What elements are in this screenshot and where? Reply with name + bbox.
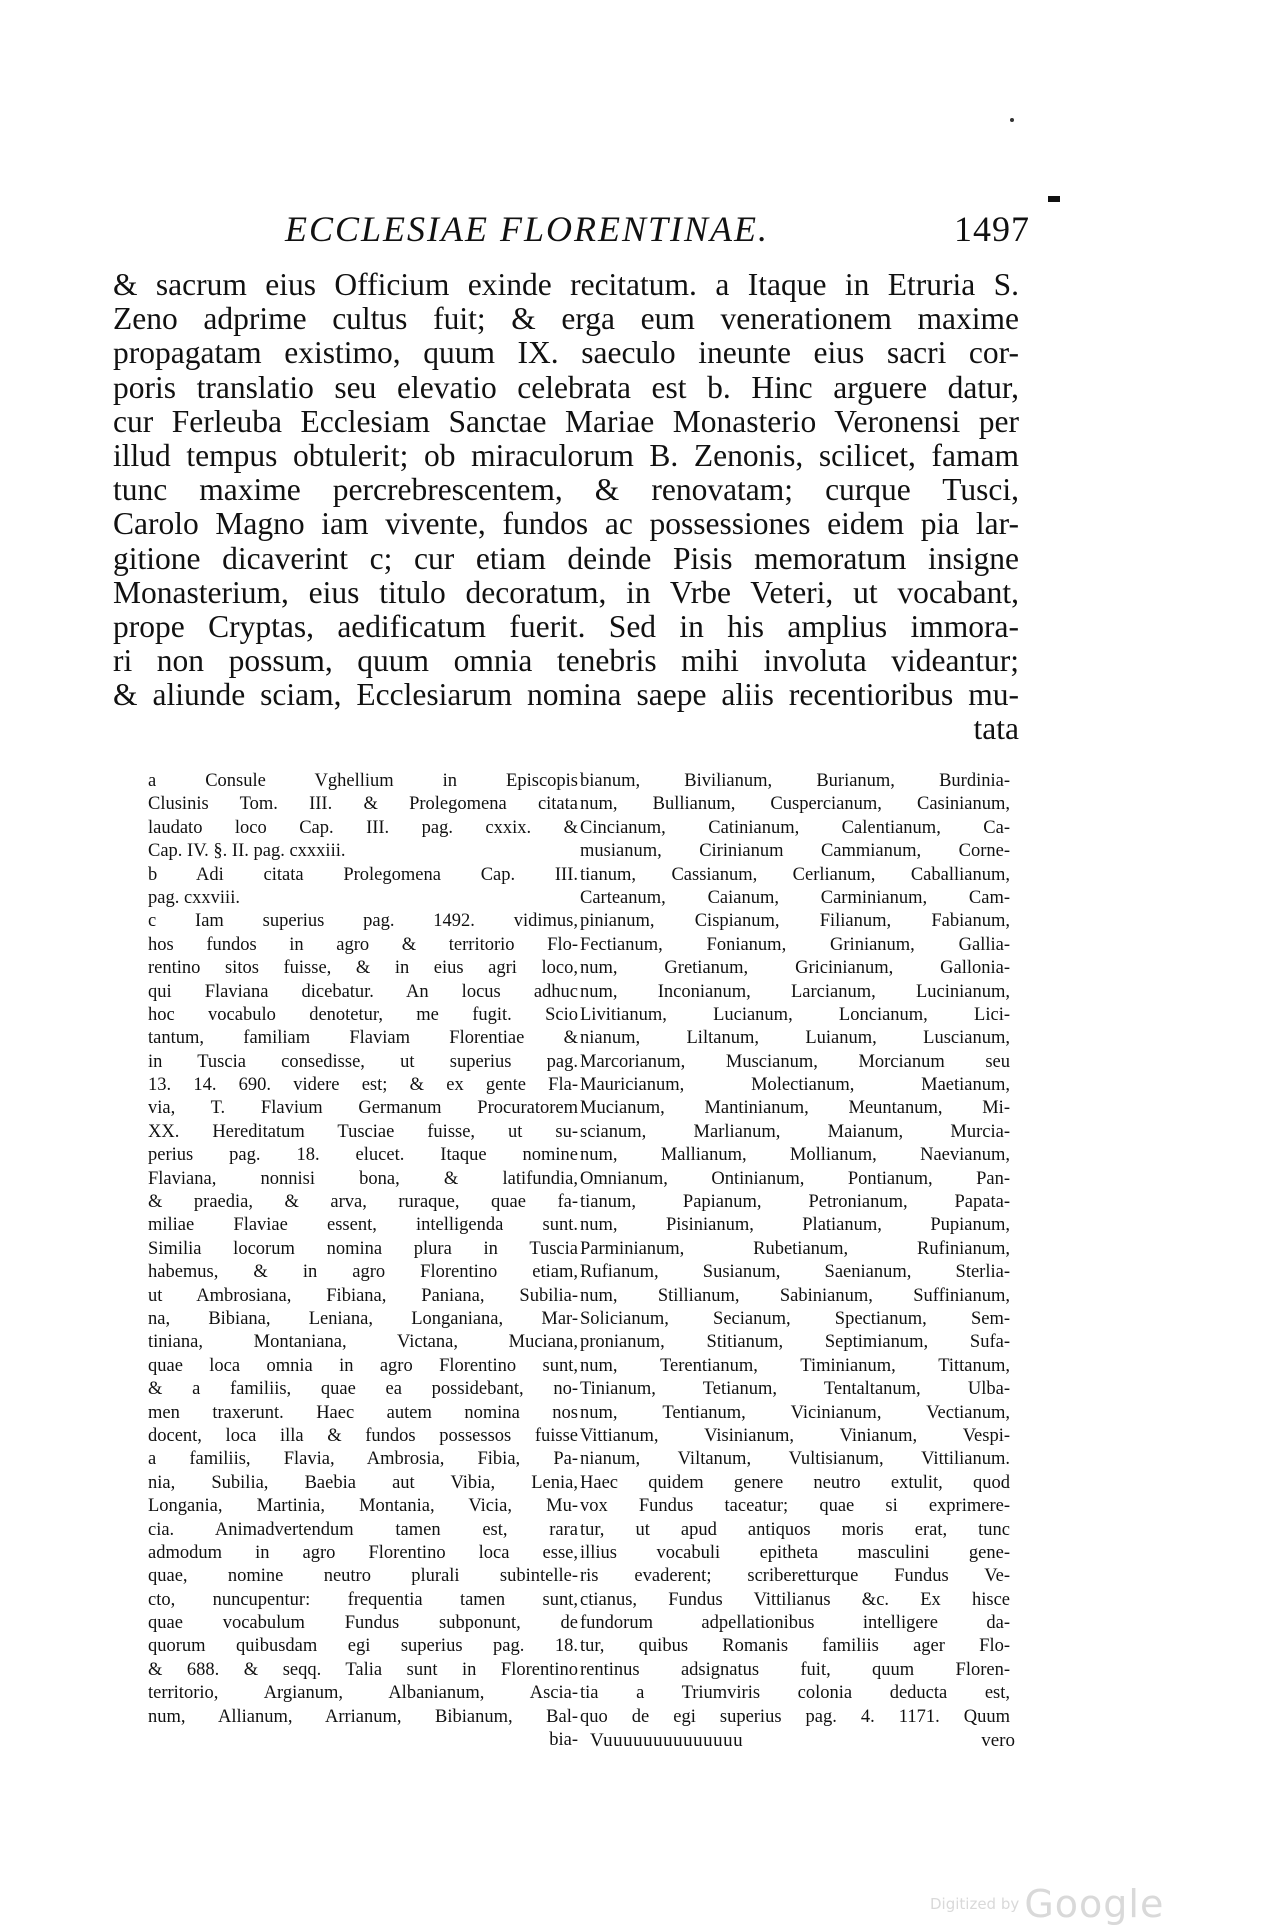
footnote-line: Rufianum, Susianum, Saenianum, Sterlia-: [580, 1262, 1010, 1283]
footnote-line: men traxerunt. Haec autem nomina nos: [148, 1402, 578, 1423]
footnote-line: XX. Hereditatum Tusciae fuisse, ut su-: [148, 1121, 578, 1142]
footnote-line: territorio, Argianum, Albanianum, Ascia-: [148, 1683, 578, 1704]
footnote-line: habemus, & in agro Florentino etiam,: [148, 1262, 578, 1283]
footnote-line: num, Mallianum, Mollianum, Naevianum,: [580, 1145, 1010, 1166]
page-header: [285, 208, 1030, 258]
footnote-line: tianum, Papianum, Petronianum, Papata-: [580, 1192, 1010, 1213]
ink-speck: [1010, 118, 1014, 122]
footnote-line: & 688. & seqq. Talia sunt in Florentino: [148, 1659, 578, 1680]
footnote-line: a Consule Vghellium in Episcopis: [148, 771, 578, 791]
footnote-line: num, Inconianum, Larcianum, Lucinianum,: [580, 981, 1010, 1002]
digitization-watermark: [930, 1882, 1164, 1926]
footnote-line: pinianum, Cispianum, Filianum, Fabianum,: [580, 911, 1010, 932]
footnote-line: quorum quibusdam egi superius pag. 18.: [148, 1636, 578, 1657]
footnote-line: Solicianum, Secianum, Spectianum, Sem-: [580, 1308, 1010, 1329]
footnote-line: num, Bullianum, Cuspercianum, Casinianum,: [580, 794, 1010, 815]
page-number: 1497: [954, 209, 1030, 249]
footnote-line: miliae Flaviae essent, intelligenda sunt.: [148, 1215, 578, 1236]
footnote-line: Livitianum, Lucianum, Loncianum, Lici-: [580, 1004, 1010, 1025]
footnote-line: Marcorianum, Muscianum, Morcianum seu: [580, 1051, 1010, 1072]
text-line: Zeno adprime cultus fuit; & erga eum venerationem maxime: [113, 302, 1019, 337]
footnote-line: Fectianum, Fonianum, Grinianum, Gallia-: [580, 934, 1010, 955]
running-title: ECCLESIAE FLORENTINAE.: [285, 209, 769, 249]
text-line: Carolo Magno iam vivente, fundos ac possessiones eidem pia lar-: [113, 507, 1019, 542]
footnote-line: num, Terentianum, Timinianum, Tittanum,: [580, 1355, 1010, 1376]
footnote-line: ctianus, Fundus Vittilianus &c. Ex hisce: [580, 1589, 1010, 1610]
footnote-line: ris evaderent; scriberetturque Fundus Ve-: [580, 1566, 1010, 1587]
footnote-line: vox Fundus taceatur; quae si exprimere-: [580, 1496, 1010, 1517]
footnote-line: quae vocabulum Fundus subponunt, de: [148, 1613, 578, 1634]
footnote-line: nianum, Liltanum, Luianum, Luscianum,: [580, 1028, 1010, 1049]
google-logo: Google: [1024, 1882, 1165, 1926]
text-line: tunc maxime percrebrescentem, & renovatam; curque Tusci,: [113, 473, 1019, 508]
footnote-line: na, Bibiana, Leniana, Longaniana, Mar-: [148, 1308, 578, 1329]
footnote-line: Cincianum, Catinianum, Calentianum, Ca-: [580, 817, 1010, 838]
text-line: ri non possum, quum omnia tenebris mihi involuta videantur;: [113, 644, 1019, 679]
footnote-line: in Tuscia consedisse, ut superius pag.: [148, 1051, 578, 1072]
main-text-body: [113, 268, 1019, 747]
footnote-line: admodum in agro Florentino loca esse,: [148, 1542, 578, 1563]
footnote-line: bianum, Bivilianum, Burianum, Burdinia-: [580, 771, 1010, 791]
footnote-line: c Iam superius pag. 1492. vidimus,: [148, 911, 578, 932]
footnote-line: docent, loca illa & fundos possessos fuisse: [148, 1425, 578, 1446]
footnote-line: scianum, Marlianum, Maianum, Murcia-: [580, 1121, 1010, 1142]
footnote-line: pag. cxxviii.: [148, 887, 240, 908]
footnote-line: tur, ut apud antiquos moris erat, tunc: [580, 1519, 1010, 1540]
ink-mark: [1048, 196, 1060, 202]
text-line: gitione dicaverint c; cur etiam deinde Pisis memoratum insigne: [113, 541, 1019, 576]
page-footer: [590, 1730, 1015, 1760]
footnote-line: nia, Subilia, Baebia aut Vibia, Lenia,: [148, 1472, 578, 1493]
text-line: & sacrum eius Officium exinde recitatum. a Itaque in Etruria S.: [113, 268, 1019, 302]
footnote-line: illius vocabuli epitheta masculini gene-: [580, 1542, 1010, 1563]
text-line-catch: tata: [973, 712, 1019, 747]
footnote-line: pronianum, Stitianum, Septimianum, Sufa-: [580, 1332, 1010, 1353]
footnote-line: num, Tentianum, Vicinianum, Vectianum,: [580, 1402, 1010, 1423]
footnote-line: Mucianum, Mantinianum, Meuntanum, Mi-: [580, 1098, 1010, 1119]
footnote-line: & praedia, & arva, ruraque, quae fa-: [148, 1192, 578, 1213]
footnotes-right-column: [580, 770, 1010, 1729]
footnote-line: b Adi citata Prolegomena Cap. III.: [148, 864, 578, 885]
footnote-line: Mauricianum, Molectianum, Maetianum,: [580, 1075, 1010, 1096]
footnote-line: hos fundos in agro & territorio Flo-: [148, 934, 578, 955]
footnote-line: ut Ambrosiana, Fibiana, Paniana, Subilia-: [148, 1285, 578, 1306]
footnote-line: via, T. Flavium Germanum Procuratorem: [148, 1098, 578, 1119]
footnote-line: tia a Triumviris colonia deducta est,: [580, 1683, 1010, 1704]
footnote-line: num, Pisinianum, Platianum, Pupianum,: [580, 1215, 1010, 1236]
footnote-line: perius pag. 18. elucet. Itaque nomine: [148, 1145, 578, 1166]
text-line: & aliunde sciam, Ecclesiarum nomina saepe aliis recentioribus mu-: [113, 678, 1019, 713]
footnote-line: Flaviana, nonnisi bona, & latifundia,: [148, 1168, 578, 1189]
footnote-line: Cap. IV. §. II. pag. cxxxiii.: [148, 841, 346, 862]
footnote-line: qui Flaviana dicebatur. An locus adhuc: [148, 981, 578, 1002]
footnote-line: quae loca omnia in agro Florentino sunt,: [148, 1355, 578, 1376]
footnotes-left-column: [148, 770, 578, 1752]
footnote-line-catch: bia-: [549, 1730, 578, 1751]
text-line: cur Ferleuba Ecclesiam Sanctae Mariae Monasterio Veronensi per: [113, 404, 1019, 439]
footnote-line: Clusinis Tom. III. & Prolegomena citata: [148, 794, 578, 815]
text-line: prope Cryptas, aedificatum fuerit. Sed in his amplius immora-: [113, 609, 1019, 644]
footnote-line: nianum, Viltanum, Vultisianum, Vittilianum.: [580, 1449, 1010, 1470]
footnote-line: & a familiis, quae ea possidebant, no-: [148, 1379, 578, 1400]
footnote-line: num, Allianum, Arrianum, Bibianum, Bal-: [148, 1706, 578, 1727]
footnote-line: 13. 14. 690. videre est; & ex gente Fla-: [148, 1075, 578, 1096]
footnote-line: Longania, Martinia, Montania, Vicia, Mu-: [148, 1496, 578, 1517]
text-line: propagatam existimo, quum IX. saeculo ineunte eius sacri cor-: [113, 336, 1019, 371]
footnote-line: rentinus adsignatus fuit, quum Floren-: [580, 1659, 1010, 1680]
footnote-line: num, Stillianum, Sabinianum, Suffinianum,: [580, 1285, 1010, 1306]
footnote-line: rentino sitos fuisse, & in eius agri loco,: [148, 958, 578, 979]
footnote-line: Omnianum, Ontinianum, Pontianum, Pan-: [580, 1168, 1010, 1189]
footnote-line: tantum, familiam Flaviam Florentiae &: [148, 1028, 578, 1049]
footnote-line: quae, nomine neutro plurali subintelle-: [148, 1566, 578, 1587]
footnote-line: Carteanum, Caianum, Carminianum, Cam-: [580, 887, 1010, 908]
footnote-line: quo de egi superius pag. 4. 1171. Quum: [580, 1706, 1010, 1727]
text-line: illud tempus obtulerit; ob miraculorum B. Zenonis, scilicet, famam: [113, 438, 1019, 473]
footnote-line: fundorum adpellationibus intelligere da-: [580, 1613, 1010, 1634]
footnote-line: cto, nuncupentur: frequentia tamen sunt,: [148, 1589, 578, 1610]
text-line: Monasterium, eius titulo decoratum, in Vrbe Veteri, ut vocabant,: [113, 575, 1019, 610]
footnote-line: hoc vocabulo denotetur, me fugit. Scio: [148, 1004, 578, 1025]
text-line: poris translatio seu elevatio celebrata est b. Hinc arguere datur,: [113, 370, 1019, 405]
footnote-line: Tinianum, Tetianum, Tentaltanum, Ulba-: [580, 1379, 1010, 1400]
footnote-line: Parminianum, Rubetianum, Rufinianum,: [580, 1238, 1010, 1259]
footnote-line: Similia locorum nomina plura in Tuscia: [148, 1238, 578, 1259]
watermark-caption: Digitized by: [930, 1895, 1020, 1913]
footnote-line: musianum, Cirinianum Cammianum, Corne-: [580, 841, 1010, 862]
footnote-line: a familiis, Flavia, Ambrosia, Fibia, Pa-: [148, 1449, 578, 1470]
footnote-line: num, Gretianum, Gricinianum, Galloniа-: [580, 958, 1010, 979]
footnote-line: tianum, Cassianum, Cerlianum, Caballianum,: [580, 864, 1010, 885]
footnote-line: Vittianum, Visinianum, Vinianum, Vespi-: [580, 1425, 1010, 1446]
footnote-line: Haec quidem genere neutro extulit, quod: [580, 1472, 1010, 1493]
footnote-line: laudato loco Cap. III. pag. cxxix. &: [148, 817, 578, 838]
signature-mark: Vuuuuuuuuuuuuuu: [590, 1730, 744, 1751]
footnote-line: tiniana, Montaniana, Victana, Muciana,: [148, 1332, 578, 1353]
catchword: vero: [981, 1730, 1015, 1751]
footnote-line: cia. Animadvertendum tamen est, rara: [148, 1519, 578, 1540]
footnote-line: tur, quibus Romanis familiis ager Flo-: [580, 1636, 1010, 1657]
